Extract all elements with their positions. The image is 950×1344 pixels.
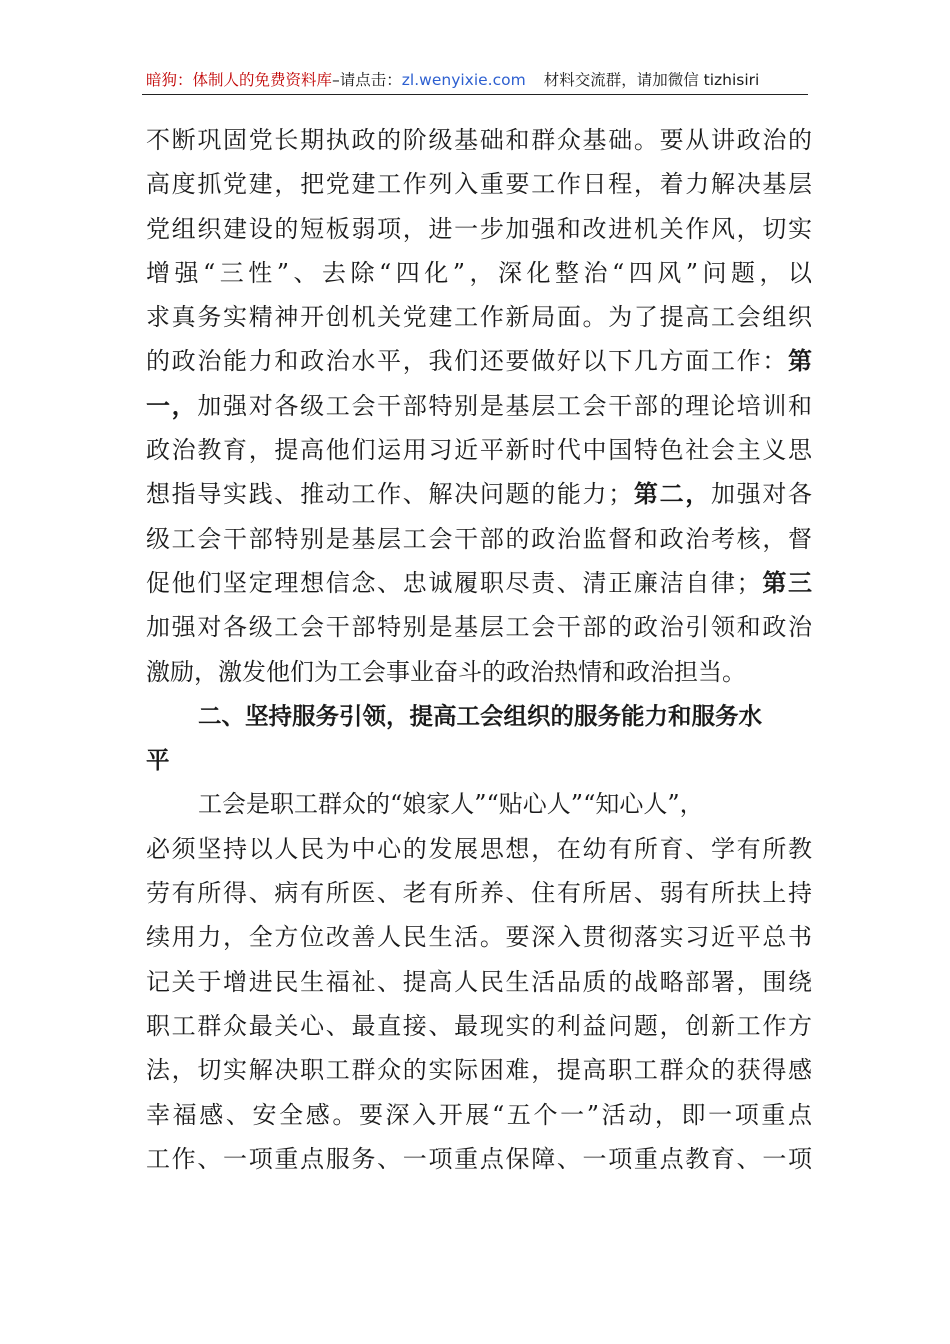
text-line: 幸福感、安全感。要深入开展“五个一”活动，即一项重点 xyxy=(146,1100,812,1129)
text-line: 不断巩固党长期执政的阶级基础和群众基础。要从讲政治的 xyxy=(146,126,812,154)
paragraph-2 xyxy=(146,782,812,1181)
text-line: 高度抓党建，把党建工作列入重要工作日程，着力解决基层 xyxy=(146,170,812,199)
text-line: 级工会干部特别是基层工会干部的政治监督和政治考核，督 xyxy=(146,524,812,553)
header-contact: 材料交流群，请加微信 tizhisiri xyxy=(543,71,760,89)
text-segment: 加强对各 xyxy=(710,480,812,509)
bold-marker: 第二， xyxy=(632,479,711,509)
text-line: 工会是职工群众的“娘家人”“贴心人”“知心人”， xyxy=(198,790,704,819)
text-line xyxy=(146,339,812,383)
text-segment: 想指导实践、推动工作、解决问题的能力； xyxy=(146,480,633,509)
text-line: 政治教育，提高他们运用习近平新时代中国特色社会主义思 xyxy=(146,436,812,465)
header-brand: 暗狗：体制人的免费资料库 xyxy=(146,71,333,89)
text-line: 职工群众最关心、最直接、最现实的利益问题，创新工作方 xyxy=(146,1011,812,1040)
text-line: 记关于增进民生福祉、提高人民生活品质的战略部署，围绕 xyxy=(146,967,812,996)
text-line xyxy=(146,561,812,605)
heading-line: 平 xyxy=(146,746,170,775)
bold-marker: 第三 xyxy=(760,567,812,597)
document-body xyxy=(146,118,812,1181)
heading-line: 二、坚持服务引领，提高工会组织的服务能力和服务水 xyxy=(198,701,762,730)
text-segment: 的政治能力和政治水平，我们还要做好以下几方面工作： xyxy=(146,347,788,376)
text-segment: 加强对各级工会干部特别是基层工会干部的理论培训和 xyxy=(197,391,812,420)
text-line: 续用力，全方位改善人民生活。要深入贯彻落实习近平总书 xyxy=(146,923,812,952)
text-segment: 促他们坚定理想信念、忠诚履职尽责、清正廉洁自律； xyxy=(146,568,761,597)
text-line: 增强“三性”、去除“四化”，深化整治“四风”问题，以 xyxy=(146,258,812,287)
text-line xyxy=(146,384,812,428)
text-line: 加强对各级工会干部特别是基层工会干部的政治引领和政治 xyxy=(146,613,812,642)
text-line xyxy=(146,472,812,516)
text-line: 劳有所得、病有所医、老有所养、住有所居、弱有所扶上持 xyxy=(146,879,812,908)
text-line: 工作、一项重点服务、一项重点保障、一项重点教育、一项 xyxy=(146,1144,812,1173)
header-separator: –请点击： xyxy=(332,71,402,89)
text-line: 党组织建设的短板弱项，进一步加强和改进机关作风，切实 xyxy=(146,214,812,243)
text-line: 求真务实精神开创机关党建工作新局面。为了提高工会组织 xyxy=(146,303,812,332)
text-line: 法，切实解决职工群众的实际困难，提高职工群众的获得感 xyxy=(146,1056,812,1085)
paragraph-1 xyxy=(146,118,812,694)
text-line: 激励，激发他们为工会事业奋斗的政治热情和政治担当。 xyxy=(146,657,746,686)
section-2-heading xyxy=(146,694,812,783)
header-url-link[interactable]: zl.wenyixie.com xyxy=(401,71,526,89)
bold-marker: 一， xyxy=(146,390,198,420)
text-line: 必须坚持以人民为中心的发展思想，在幼有所育、学有所教 xyxy=(146,834,812,863)
bold-marker: 第 xyxy=(788,346,812,376)
header-divider xyxy=(142,94,808,95)
page-header xyxy=(146,66,806,94)
